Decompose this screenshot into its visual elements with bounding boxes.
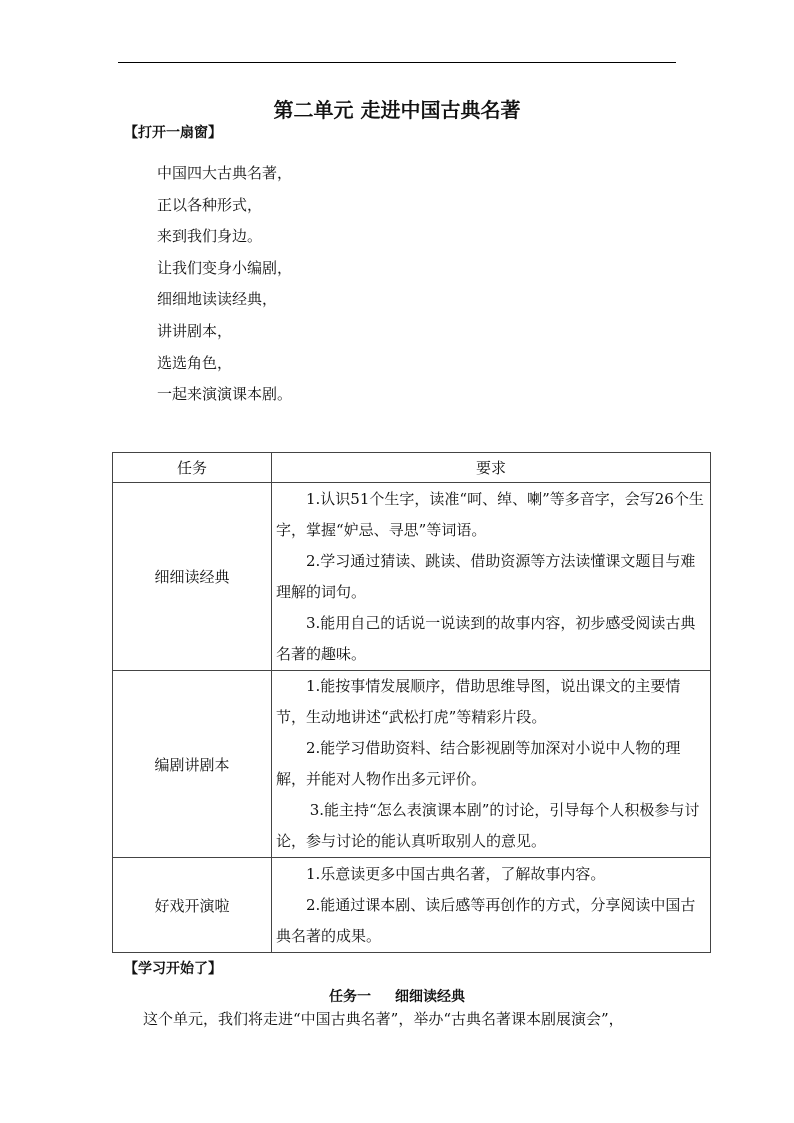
requirement: 1.乐意读更多中国古典名著，了解故事内容。 [306,864,606,883]
section-open-window: 【打开一扇窗】 [124,125,222,141]
header-requirements: 要求 [272,453,711,483]
header-rule [118,62,676,63]
requirement: 1.能按事情发展顺序，借助思维导图，说出课文的主要情节，生动地讲述“武松打虎”等精彩片段。 [276,677,681,726]
table-row [113,858,711,953]
table-header-row [113,453,711,483]
task-requirements [272,671,711,858]
requirement: 3.能用自己的话说一说读到的故事内容，初步感受阅读古典名著的趣味。 [276,613,696,663]
poem-line: 细细地读读经典， [157,290,278,309]
table-row [113,483,711,671]
requirement: 2.能通过课本剧、读后感等再创作的方式，分享阅读中国古典名著的成果。 [276,895,696,945]
poem-line: 正以各种形式， [157,195,263,214]
task-name: 编剧讲剧本 [113,671,272,858]
poem-line: 讲讲剧本， [157,321,233,340]
requirement: 2.学习通过猜读、跳读、借助资源等方法读懂课文题目与难理解的词句。 [276,551,696,601]
poem-line: 让我们变身小编剧， [157,258,293,277]
requirement: 3.能主持“怎么表演课本剧”的讨论，引导每个人积极参与讨论，参与讨论的能认真听取别人的意见。 [276,801,700,850]
task-name: 细细读经典 [113,483,272,671]
task-table [112,452,711,953]
poem-line: 中国四大古典名著， [157,164,293,182]
task-one-heading [0,986,794,1006]
page-title: 第二单元 走进中国古典名著 [273,98,521,122]
intro-paragraph: 这个单元，我们将走进“中国古典名著”，举办“古典名著课本剧展演会”， [143,1010,624,1028]
task-one-name: 细细读经典 [395,989,465,1005]
poem-line: 来到我们身边。 [157,227,263,246]
header-task: 任务 [113,453,272,483]
task-name: 好戏开演啦 [113,858,272,953]
requirement: 2.能学习借助资料、结合影视剧等加深对小说中人物的理解，并能对人物作出多元评价。 [276,739,681,788]
poem-line: 一起来演演课本剧。 [157,385,293,404]
table-row [113,671,711,858]
task-requirements [272,483,711,671]
poem-line: 选选角色， [157,353,233,372]
task-requirements [272,858,711,953]
poem [157,163,292,416]
requirement: 1.认识51个生字，读准“呵、绰、喇”等多音字，会写26个生字，掌握“妒忌、寻思”等词语。 [276,489,704,539]
section-learning-begins: 【学习开始了】 [124,961,222,977]
task-one-label: 任务一 [329,989,371,1005]
